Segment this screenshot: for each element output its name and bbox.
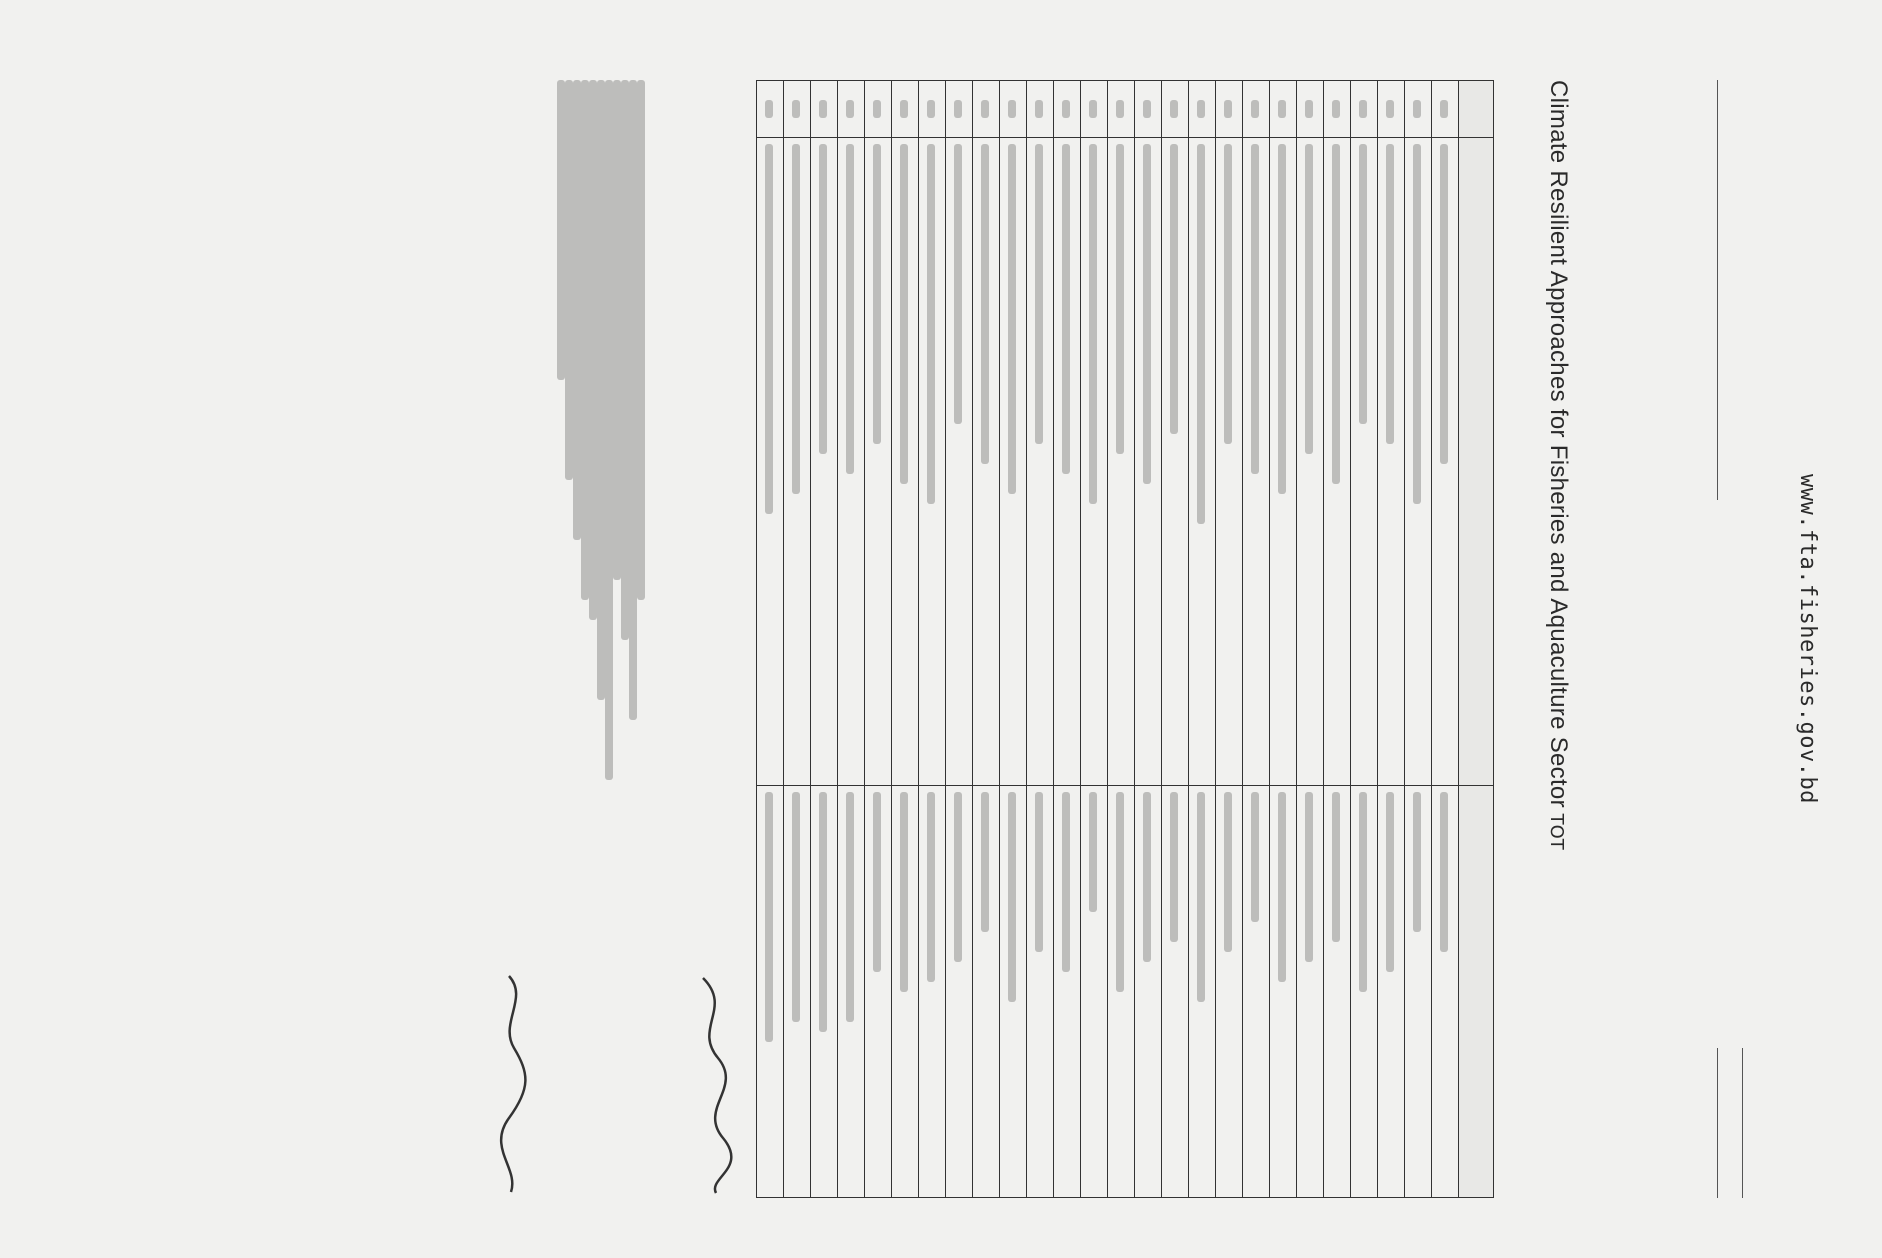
illegible-text-placeholder — [765, 144, 773, 514]
name-designation-cell — [1080, 138, 1107, 786]
illegible-text-placeholder — [1278, 792, 1286, 982]
illegible-text-placeholder — [1251, 144, 1259, 474]
name-designation-cell — [1134, 138, 1161, 786]
workplace-cell — [945, 785, 972, 1197]
serial-cell — [945, 81, 972, 138]
distribution-list — [557, 80, 645, 1198]
illegible-text-placeholder — [1386, 144, 1394, 444]
name-designation-cell — [1215, 138, 1242, 786]
serial-cell — [1242, 81, 1269, 138]
memo-number — [1717, 80, 1744, 500]
website-url[interactable]: www.fta.fisheries.gov.bd — [1795, 474, 1820, 804]
distribution-item — [573, 80, 581, 1198]
name-designation-cell — [1323, 138, 1350, 786]
workplace-cell — [1269, 785, 1296, 1197]
illegible-text-placeholder — [981, 100, 989, 118]
illegible-text-placeholder — [1305, 100, 1313, 118]
workplace-cell — [1215, 785, 1242, 1197]
table-row — [1080, 81, 1107, 1198]
illegible-text-placeholder — [1089, 144, 1097, 504]
serial-cell — [1107, 81, 1134, 138]
illegible-text-placeholder — [981, 792, 989, 932]
table-row — [945, 81, 972, 1198]
serial-cell — [1377, 81, 1404, 138]
illegible-text-placeholder — [846, 100, 854, 118]
workplace-cell — [1431, 785, 1458, 1197]
illegible-text-placeholder — [1143, 144, 1151, 484]
workplace-cell — [1107, 785, 1134, 1197]
table-row — [1377, 81, 1404, 1198]
distribution-item — [621, 80, 629, 1198]
workplace-cell — [837, 785, 864, 1197]
illegible-text-placeholder — [954, 144, 962, 424]
illegible-text-placeholder — [1332, 100, 1340, 118]
name-designation-cell — [891, 138, 918, 786]
serial-cell — [1323, 81, 1350, 138]
illegible-text-placeholder — [846, 144, 854, 474]
name-designation-cell — [999, 138, 1026, 786]
illegible-text-placeholder — [873, 144, 881, 444]
illegible-text-placeholder — [1359, 100, 1367, 118]
illegible-text-placeholder — [900, 144, 908, 484]
illegible-text-placeholder — [1413, 792, 1421, 932]
serial-cell — [1350, 81, 1377, 138]
workplace-cell — [783, 785, 810, 1197]
table-row — [1053, 81, 1080, 1198]
illegible-text-placeholder — [1197, 100, 1205, 118]
illegible-text-placeholder — [927, 100, 935, 118]
illegible-text-placeholder — [1035, 100, 1043, 118]
table-row — [810, 81, 837, 1198]
illegible-text-placeholder — [1008, 100, 1016, 118]
illegible-text-placeholder — [819, 144, 827, 454]
illegible-text-placeholder — [613, 80, 621, 580]
name-designation-cell — [1296, 138, 1323, 786]
serial-cell — [1296, 81, 1323, 138]
reference-row — [1717, 80, 1767, 1198]
workplace-cell — [1161, 785, 1188, 1197]
table-row — [1188, 81, 1215, 1198]
illegible-text-placeholder — [1116, 792, 1124, 992]
table-row — [1404, 81, 1431, 1198]
illegible-text-placeholder — [900, 100, 908, 118]
name-designation-cell — [1107, 138, 1134, 786]
serial-cell — [810, 81, 837, 138]
table-row — [756, 81, 783, 1198]
order-line-2 — [1605, 80, 1632, 1198]
table-row — [1269, 81, 1296, 1198]
illegible-text-placeholder — [565, 80, 573, 480]
illegible-text-placeholder — [589, 80, 597, 620]
order-body — [1510, 80, 1659, 1198]
table-row — [1026, 81, 1053, 1198]
distribution-item — [629, 80, 637, 1198]
table-row — [837, 81, 864, 1198]
illegible-text-placeholder — [954, 100, 962, 118]
distribution-item — [637, 80, 645, 1198]
workplace-cell — [810, 785, 837, 1197]
name-designation-cell — [810, 138, 837, 786]
table-row — [918, 81, 945, 1198]
illegible-text-placeholder — [1224, 100, 1232, 118]
workplace-cell — [1377, 785, 1404, 1197]
workplace-cell — [864, 785, 891, 1197]
serial-cell — [1404, 81, 1431, 138]
serial-cell — [1053, 81, 1080, 138]
illegible-text-placeholder — [1440, 792, 1448, 952]
illegible-text-placeholder — [1386, 100, 1394, 118]
name-designation-cell — [864, 138, 891, 786]
serial-cell — [918, 81, 945, 138]
column-header-serial — [1458, 81, 1493, 138]
workplace-cell — [1296, 785, 1323, 1197]
name-designation-cell — [1026, 138, 1053, 786]
illegible-text-placeholder — [1008, 792, 1016, 1002]
table-header-row — [1458, 81, 1493, 1198]
illegible-text-placeholder — [1386, 792, 1394, 972]
illegible-text-placeholder — [1197, 792, 1205, 1002]
illegible-text-placeholder — [927, 144, 935, 504]
name-designation-cell — [1269, 138, 1296, 786]
illegible-text-placeholder — [1359, 792, 1367, 992]
distribution-item — [605, 80, 613, 1198]
workplace-cell — [1053, 785, 1080, 1197]
table-row — [972, 81, 999, 1198]
illegible-text-placeholder — [981, 144, 989, 464]
illegible-text-placeholder — [1332, 144, 1340, 484]
illegible-text-placeholder — [1062, 144, 1070, 474]
illegible-text-placeholder — [873, 100, 881, 118]
name-designation-cell — [1242, 138, 1269, 786]
workplace-cell — [999, 785, 1026, 1197]
illegible-text-placeholder — [1251, 792, 1259, 922]
table-row — [1134, 81, 1161, 1198]
name-designation-cell — [918, 138, 945, 786]
participants-table — [756, 80, 1494, 1198]
name-designation-cell — [972, 138, 999, 786]
serial-cell — [756, 81, 783, 138]
serial-cell — [1188, 81, 1215, 138]
name-designation-cell — [783, 138, 810, 786]
illegible-text-placeholder — [621, 80, 629, 640]
table-row — [864, 81, 891, 1198]
table-row — [999, 81, 1026, 1198]
illegible-text-placeholder — [573, 80, 581, 540]
distribution-item — [597, 80, 605, 1198]
table-row — [1215, 81, 1242, 1198]
illegible-text-placeholder — [1413, 144, 1421, 504]
handwritten-signature — [688, 968, 738, 1198]
handwritten-signature-2 — [489, 968, 539, 1198]
illegible-text-placeholder — [1143, 792, 1151, 962]
illegible-text-placeholder — [1197, 144, 1205, 524]
workplace-cell — [756, 785, 783, 1197]
table-row — [1161, 81, 1188, 1198]
workplace-cell — [918, 785, 945, 1197]
workplace-cell — [1134, 785, 1161, 1197]
illegible-text-placeholder — [1089, 792, 1097, 912]
table-row — [891, 81, 918, 1198]
signature-block-2 — [485, 80, 539, 1198]
tot-label: TOT — [1545, 813, 1567, 850]
illegible-text-placeholder — [792, 100, 800, 118]
illegible-text-placeholder — [581, 80, 589, 600]
date-line-2 — [1717, 1048, 1738, 1198]
illegible-text-placeholder — [1413, 100, 1421, 118]
illegible-text-placeholder — [1035, 144, 1043, 444]
workplace-cell — [1026, 785, 1053, 1197]
illegible-text-placeholder — [765, 100, 773, 118]
illegible-text-placeholder — [792, 792, 800, 1022]
table-row — [1107, 81, 1134, 1198]
order-line-3 — [1578, 80, 1605, 1198]
illegible-text-placeholder — [1305, 144, 1313, 454]
distribution-item — [589, 80, 597, 1198]
name-designation-cell — [945, 138, 972, 786]
name-designation-cell — [1188, 138, 1215, 786]
illegible-text-placeholder — [1224, 792, 1232, 952]
name-designation-cell — [1377, 138, 1404, 786]
distribution-item — [613, 80, 621, 1198]
name-designation-cell — [1053, 138, 1080, 786]
order-closing — [1510, 80, 1537, 1198]
illegible-text-placeholder — [1062, 792, 1070, 972]
date-line-1 — [1742, 1048, 1763, 1198]
workplace-cell — [1350, 785, 1377, 1197]
workplace-cell — [891, 785, 918, 1197]
office-order-title — [1669, 80, 1695, 1198]
name-designation-cell — [1161, 138, 1188, 786]
illegible-text-placeholder — [819, 100, 827, 118]
serial-cell — [783, 81, 810, 138]
workplace-cell — [1080, 785, 1107, 1197]
illegible-text-placeholder — [1035, 792, 1043, 952]
name-designation-cell — [1404, 138, 1431, 786]
name-designation-cell — [1350, 138, 1377, 786]
order-intro — [1632, 80, 1659, 1198]
distribution-item — [565, 80, 573, 1198]
workplace-cell — [1242, 785, 1269, 1197]
workplace-cell — [1188, 785, 1215, 1197]
illegible-text-placeholder — [792, 144, 800, 494]
illegible-text-placeholder — [819, 792, 827, 1032]
table-row — [1323, 81, 1350, 1198]
illegible-text-placeholder — [1089, 100, 1097, 118]
illegible-text-placeholder — [1170, 792, 1178, 942]
serial-cell — [864, 81, 891, 138]
illegible-text-placeholder — [1305, 792, 1313, 962]
illegible-text-placeholder — [1332, 792, 1340, 942]
serial-cell — [1080, 81, 1107, 138]
illegible-text-placeholder — [637, 80, 645, 600]
illegible-text-placeholder — [954, 792, 962, 962]
illegible-text-placeholder — [605, 80, 613, 780]
serial-cell — [1134, 81, 1161, 138]
serial-cell — [1026, 81, 1053, 138]
illegible-text-placeholder — [1359, 144, 1367, 424]
serial-cell — [999, 81, 1026, 138]
name-designation-cell — [756, 138, 783, 786]
illegible-text-placeholder — [900, 792, 908, 992]
workplace-cell — [1323, 785, 1350, 1197]
illegible-text-placeholder — [1143, 100, 1151, 118]
letterhead — [1791, 80, 1824, 1198]
illegible-text-placeholder — [927, 792, 935, 982]
workplace-cell — [972, 785, 999, 1197]
illegible-text-placeholder — [1278, 144, 1286, 494]
illegible-text-placeholder — [1170, 100, 1178, 118]
illegible-text-placeholder — [1224, 144, 1232, 444]
illegible-text-placeholder — [846, 792, 854, 1022]
serial-cell — [837, 81, 864, 138]
table-row — [783, 81, 810, 1198]
distribution-item — [557, 80, 565, 1198]
serial-cell — [1215, 81, 1242, 138]
illegible-text-placeholder — [1440, 144, 1448, 464]
table-row — [1242, 81, 1269, 1198]
course-title: Climate Resilient Approaches for Fisheries and Aquaculture Sector — [1544, 80, 1572, 808]
column-header-workplace — [1458, 785, 1493, 1197]
table-row — [1431, 81, 1458, 1198]
table-row — [1296, 81, 1323, 1198]
column-header-name — [1458, 138, 1493, 786]
date-block — [1717, 1048, 1767, 1198]
illegible-text-placeholder — [1062, 100, 1070, 118]
illegible-text-placeholder — [873, 792, 881, 972]
illegible-text-placeholder — [557, 80, 565, 380]
illegible-text-placeholder — [1116, 100, 1124, 118]
illegible-text-placeholder — [597, 80, 605, 700]
table-row — [1350, 81, 1377, 1198]
illegible-text-placeholder — [765, 792, 773, 1042]
illegible-text-placeholder — [1170, 144, 1178, 434]
signature-block-1 — [679, 80, 738, 1198]
illegible-text-placeholder — [1008, 144, 1016, 494]
illegible-text-placeholder — [1278, 100, 1286, 118]
serial-cell — [1269, 81, 1296, 138]
illegible-text-placeholder — [629, 80, 637, 720]
distribution-item — [581, 80, 589, 1198]
serial-cell — [891, 81, 918, 138]
name-designation-cell — [837, 138, 864, 786]
illegible-text-placeholder — [1251, 100, 1259, 118]
illegible-text-placeholder — [1116, 144, 1124, 454]
serial-cell — [1161, 81, 1188, 138]
illegible-text-placeholder — [1440, 100, 1448, 118]
name-designation-cell — [1431, 138, 1458, 786]
serial-cell — [972, 81, 999, 138]
serial-cell — [1431, 81, 1458, 138]
workplace-cell — [1404, 785, 1431, 1197]
